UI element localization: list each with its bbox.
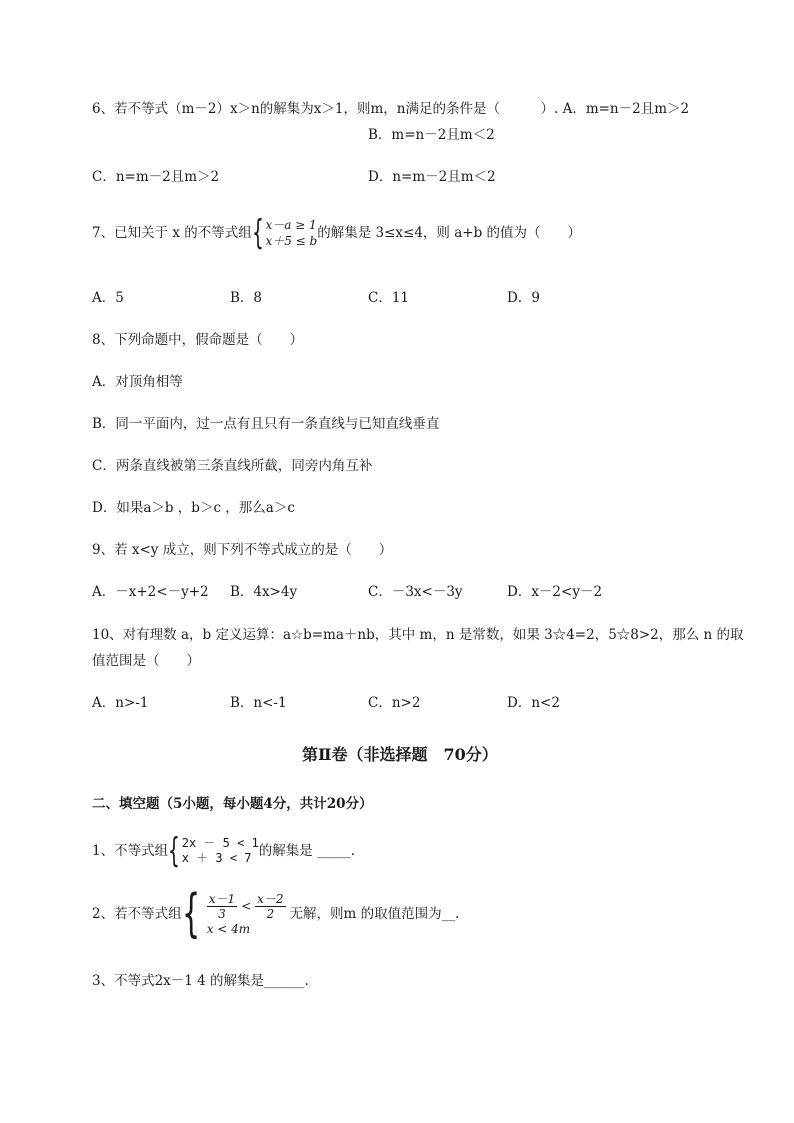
- f2-stem-prefix: 2、若不等式组: [92, 906, 182, 922]
- q7-stem-prefix: 7、已知关于 x 的不等式组: [92, 225, 252, 241]
- f2-system-line-2: x < 4m: [206, 921, 251, 936]
- q8-stem: 8、下列命题中，假命题是（ ）: [92, 332, 304, 348]
- q8-option-a: A．对顶角相等: [92, 374, 183, 390]
- q9-stem: 9、若 x<y 成立，则下列不等式成立的是（ ）: [92, 542, 393, 558]
- f2-less-than: <: [241, 899, 252, 913]
- q7-system-line-1: x－a ≥ 1: [265, 218, 317, 232]
- q6-option-c: C．n=m－2且m＞2: [92, 169, 220, 185]
- f2-fraction-1-denominator: 3: [218, 906, 226, 921]
- q7-system-line-2: x＋5 ≤ b: [265, 234, 318, 248]
- q7-option-d: D．9: [507, 290, 540, 306]
- f2-fraction-2: [255, 892, 285, 921]
- section-title: 第Ⅱ卷（非选择题 70分）: [302, 745, 498, 764]
- f1-system-line-2: x ＋ 3 < 7: [181, 851, 252, 865]
- q8-option-d: D．如果a＞b ，b＞c ，那么a＞c: [92, 500, 295, 516]
- part-heading: 二、填空题（5小题，每小题4分，共计20分）: [92, 796, 373, 812]
- q7-option-a: A．5: [92, 290, 124, 306]
- f1-inequality-system: [182, 836, 259, 866]
- brace-symbol: {: [168, 831, 180, 871]
- q10-option-b: B．n<-1: [230, 695, 287, 711]
- q9-option-d: D．x－2<y－2: [507, 584, 603, 600]
- f2-stem-suffix: 无解，则m 的取值范围为__.: [289, 906, 460, 922]
- q10-option-d: D．n<2: [507, 695, 560, 711]
- q7-inequality-system: [265, 217, 317, 249]
- f2-stem: [92, 884, 460, 944]
- f2-fraction-2-denominator: 2: [266, 906, 275, 921]
- q7-stem: [92, 213, 582, 253]
- q7-option-b: B．8: [230, 290, 263, 306]
- q6-option-b: B．m=n－2且m＜2: [368, 127, 495, 143]
- q7-option-c: C．11: [368, 290, 410, 306]
- f2-fraction-2-numerator: x－2: [257, 891, 284, 906]
- q9-option-c: C．－3x<－3y: [368, 584, 463, 600]
- f1-system-line-1: 2x － 5 < 1: [181, 836, 259, 850]
- q8-option-c: C．两条直线被第三条直线所截，同旁内角互补: [92, 458, 373, 474]
- f3-stem: 3、不等式2x－1 4 的解集是______.: [92, 973, 309, 989]
- f1-stem-prefix: 1、不等式组: [92, 843, 169, 859]
- q7-stem-suffix: 的解集是 3≤x≤4，则 a+b 的值为（ ）: [317, 225, 582, 241]
- f2-inequality-system: [207, 892, 286, 937]
- q10-stem-line-1: 10、对有理数 a，b 定义运算：a☆b=ma＋nb，其中 m，n 是常数，如果 3☆4=2，5☆8>2，那么 n 的取: [92, 627, 744, 643]
- f1-stem: [92, 831, 356, 871]
- q9-option-a: A．－x+2<－y+2: [92, 584, 209, 600]
- q8-option-b: B．同一平面内，过一点有且只有一条直线与已知直线垂直: [92, 416, 440, 432]
- brace-symbol: {: [181, 884, 200, 944]
- f1-stem-suffix: 的解集是 _____.: [258, 843, 356, 859]
- f2-fraction-1-numerator: x－1: [208, 891, 236, 906]
- q9-option-b: B．4x>4y: [230, 584, 298, 600]
- q6-stem: 6、若不等式（m－2）x＞n的解集为x＞1，则m，n满足的条件是（ ）. A．m=n－2且m＞2: [92, 101, 690, 117]
- brace-symbol: {: [251, 213, 264, 253]
- f2-fraction-1: [207, 892, 237, 921]
- q6-option-d: D．n=m－2且m＜2: [368, 169, 496, 185]
- q10-option-c: C．n>2: [368, 695, 421, 711]
- q10-option-a: A．n>-1: [92, 695, 149, 711]
- q10-stem-line-2: 值范围是（ ）: [92, 653, 200, 669]
- f2-system-line-1: [207, 892, 286, 921]
